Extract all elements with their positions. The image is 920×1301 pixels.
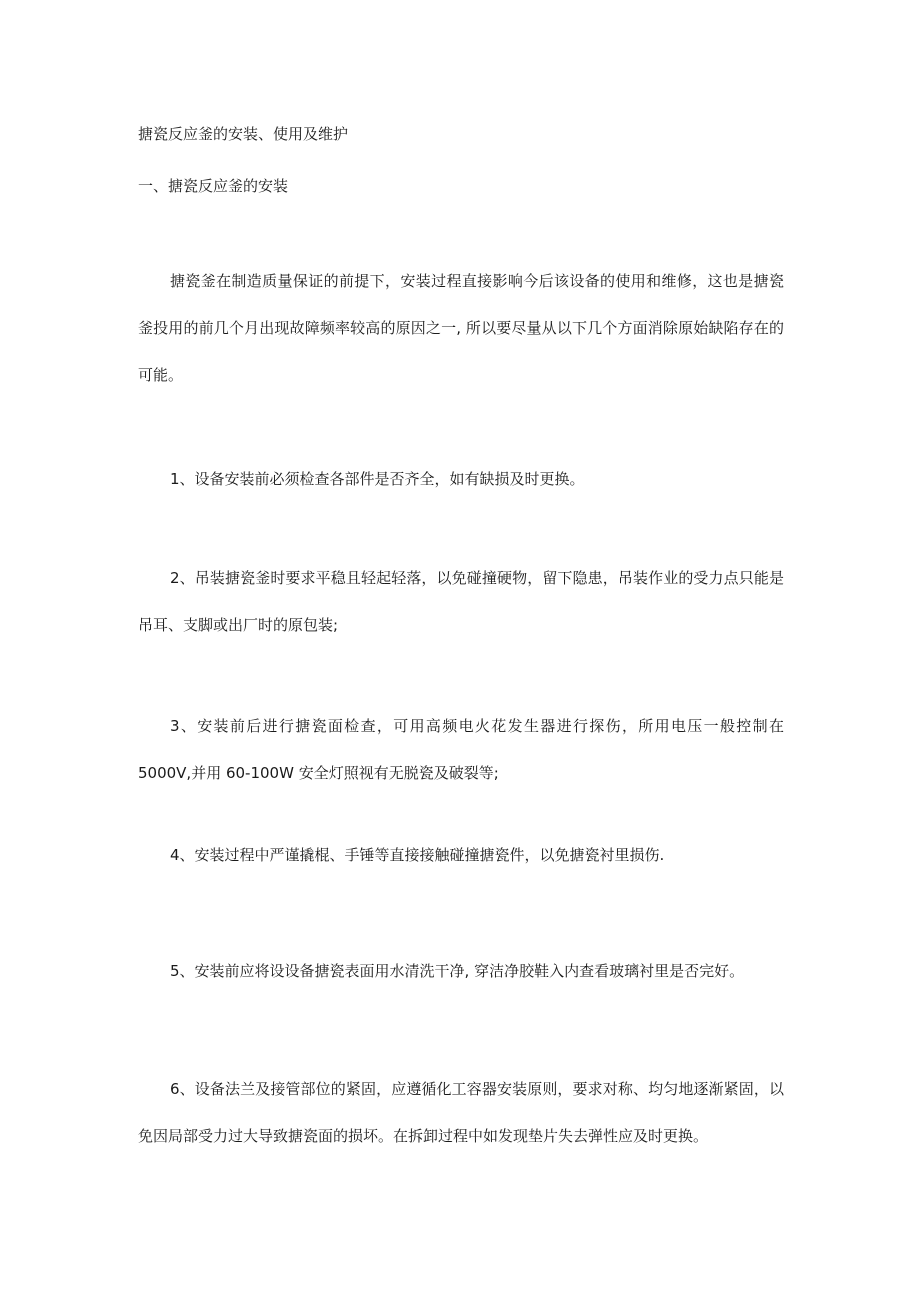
list-item-1: 1、设备安装前必须检查各部件是否齐全，如有缺损及时更换。 [170, 470, 585, 488]
list-item-6: 6、设备法兰及接管部位的紧固，应遵循化工容器安装原则，要求对称、均匀地逐渐紧固，以免因局部受力过大导致搪瓷面的损坏。在拆卸过程中如发现垫片失去弹性应及时更换。 [138, 1080, 784, 1145]
list-item-4: 4、安装过程中严谨撬棍、手锤等直接接触碰撞搪瓷件，以免搪瓷衬里损伤. [170, 846, 665, 864]
list-item-5: 5、安装前应将设设备搪瓷表面用水清洗干净, 穿洁净胶鞋入内查看玻璃衬里是否完好。 [170, 962, 745, 980]
list-item-3: 3、安装前后进行搪瓷面检查，可用高频电火花发生器进行探伤，所用电压一般控制在5000V,并用 60-100W 安全灯照视有无脱瓷及破裂等; [138, 717, 784, 782]
list-item-2: 2、吊装搪瓷釜时要求平稳且轻起轻落，以免碰撞硬物，留下隐患，吊装作业的受力点只能是吊耳、支脚或出厂时的原包装; [138, 569, 784, 634]
document-title: 搪瓷反应釜的安装、使用及维护 [138, 125, 349, 143]
section-heading: 一、搪瓷反应釜的安装 [138, 177, 289, 195]
intro-paragraph: 搪瓷釜在制造质量保证的前提下，安装过程直接影响今后该设备的使用和维修，这也是搪瓷釜投用的前几个月出现故障频率较高的原因之一, 所以要尽量从以下几个方面消除原始缺陷存在的可能。 [138, 272, 784, 384]
